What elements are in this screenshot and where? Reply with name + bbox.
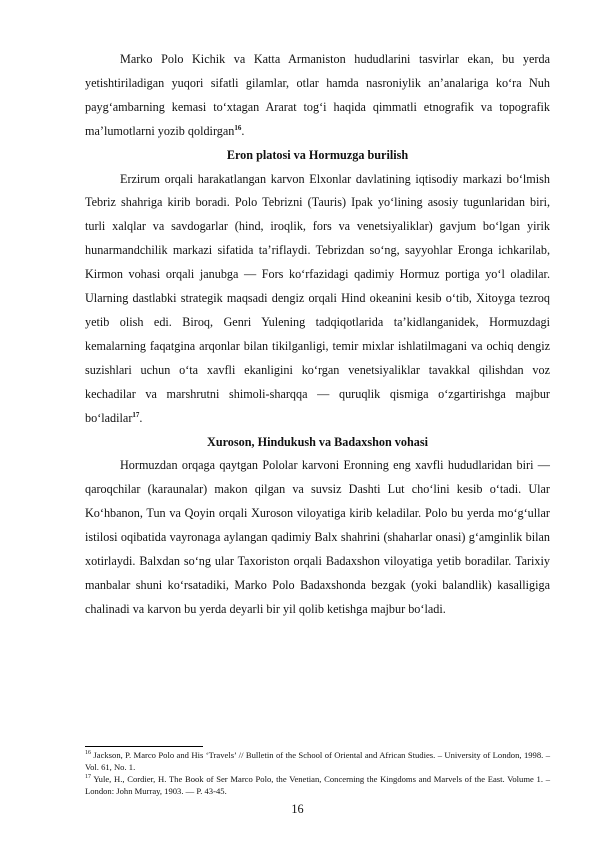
footnote-text: Yule, H., Cordier, H. The Book of Ser Marco Polo, the Venetian, Concerning the Kingdoms and Marvels of the East. Volume 1. – London: John Murray, 1903. — P. 43-45. xyxy=(85,773,550,796)
footnotes xyxy=(85,746,550,798)
paragraph-badakhshan: Hormuzdan orqaga qaytgan Pololar karvoni Eronning eng xavfli hududlaridan biri — qaroqchilar (karaunalar) makon qilgan va suvsiz Dashti Lut cho‘lini kesib o‘tadi. Ular Ko‘hbanon, Tun va Qoyin orqali Xuroson viloyatiga kirib keladilar. Polo bu yerda mo‘g‘ullar istilosi oqibatida vayronaga aylangan qadimiy Balx shahrini (shaharlar onasi) g‘amginlik bilan xotirlaydi. Balxdan so‘ng ular Taxoriston orqali Badaxshon viloyatiga yetib boradilar. Tarixiy manbalar shuni ko‘rsatadiki, Marko Polo Badaxshonda bezgak (yoki balandlik) kasalligiga chalinadi va karvon bu yerda deyarli bir yil qolib ketishga majbur bo‘ladi. xyxy=(85,458,550,616)
main-text xyxy=(85,48,550,622)
footnote-text: Jackson, P. Marco Polo and His ‘Travels’ // Bulletin of the School of Oriental and African Studies. – University of London, 1998. – Vol. 61, No. 1. xyxy=(85,750,550,772)
footnote-ref-16[interactable]: 16 xyxy=(234,123,242,132)
section-heading-iran: Eron platosi va Hormuzga burilish xyxy=(226,147,409,162)
paragraph-end: . xyxy=(241,123,245,138)
page-number: 16 xyxy=(291,802,304,816)
footnote-17 xyxy=(85,774,550,798)
footnote-16 xyxy=(85,750,550,774)
footnote-divider xyxy=(85,746,203,747)
footnote-number: 16 xyxy=(85,750,91,757)
paragraph-text: Marko Polo Kichik va Katta Armaniston hududlarini tasvirlar ekan, bu yerda yetishtiriladigan yuqori sifatli gilamlar, otlar hamda nasroniylik an’analariga ko‘ra Nuh payg‘ambarning kemasi to‘xtagan Ararat tog‘i haqida qimmatli etnografik va topografik ma’lumotlarni yozib qoldirgan xyxy=(85,52,550,138)
paragraph-armenia xyxy=(85,48,550,144)
footnote-ref-17[interactable]: 17 xyxy=(132,410,140,419)
paragraph-end: . xyxy=(139,410,143,425)
footnote-number: 17 xyxy=(85,773,91,780)
section-heading-khorasan: Xuroson, Hindukush va Badaxshon vohasi xyxy=(207,434,428,449)
paragraph-tabriz xyxy=(85,168,550,431)
paragraph-text: Erzirum orqali harakatlangan karvon Elxonlar davlatining iqtisodiy markazi bo‘lmish Tebriz shahriga kirib boradi. Polo Tebrizni (Tauris) Ipak yo‘lining asosiy tugunlaridan biri, turli xalqlar va savdogarlar (hind, iroqlik, fors va venetsiyaliklar) gavjum bo‘lgan yirik hunarmandchilik markazi sifatida ta’riflaydi. Tebrizdan so‘ng, sayyohlar Eronga ichkarilab, Kirmon vohasi orqali janubga — Fors ko‘rfazidagi qadimiy Hormuz portiga yo‘l oladilar. Ularning dastlabki strategik maqsadi dengiz orqali Hind okeanini kesib o‘tib, Xitoyga tezroq yetib olish edi. Biroq, Genri Yulening tadqiqotlarida ta’kidlanganidek, Hormuzdagi kemalarning faqatgina arqonlar bilan tikilganligi, temir mixlar ishlatilmagani va ochiq dengiz suzishlari uchun o‘ta xavfli ekanligini ko‘rgan venetsiyaliklar tavakkal qilishdan voz kechadilar va marshrutni shimoli-sharqqa — quruqlik qismiga o‘zgartirishga majbur bo‘ladilar xyxy=(85,171,550,425)
